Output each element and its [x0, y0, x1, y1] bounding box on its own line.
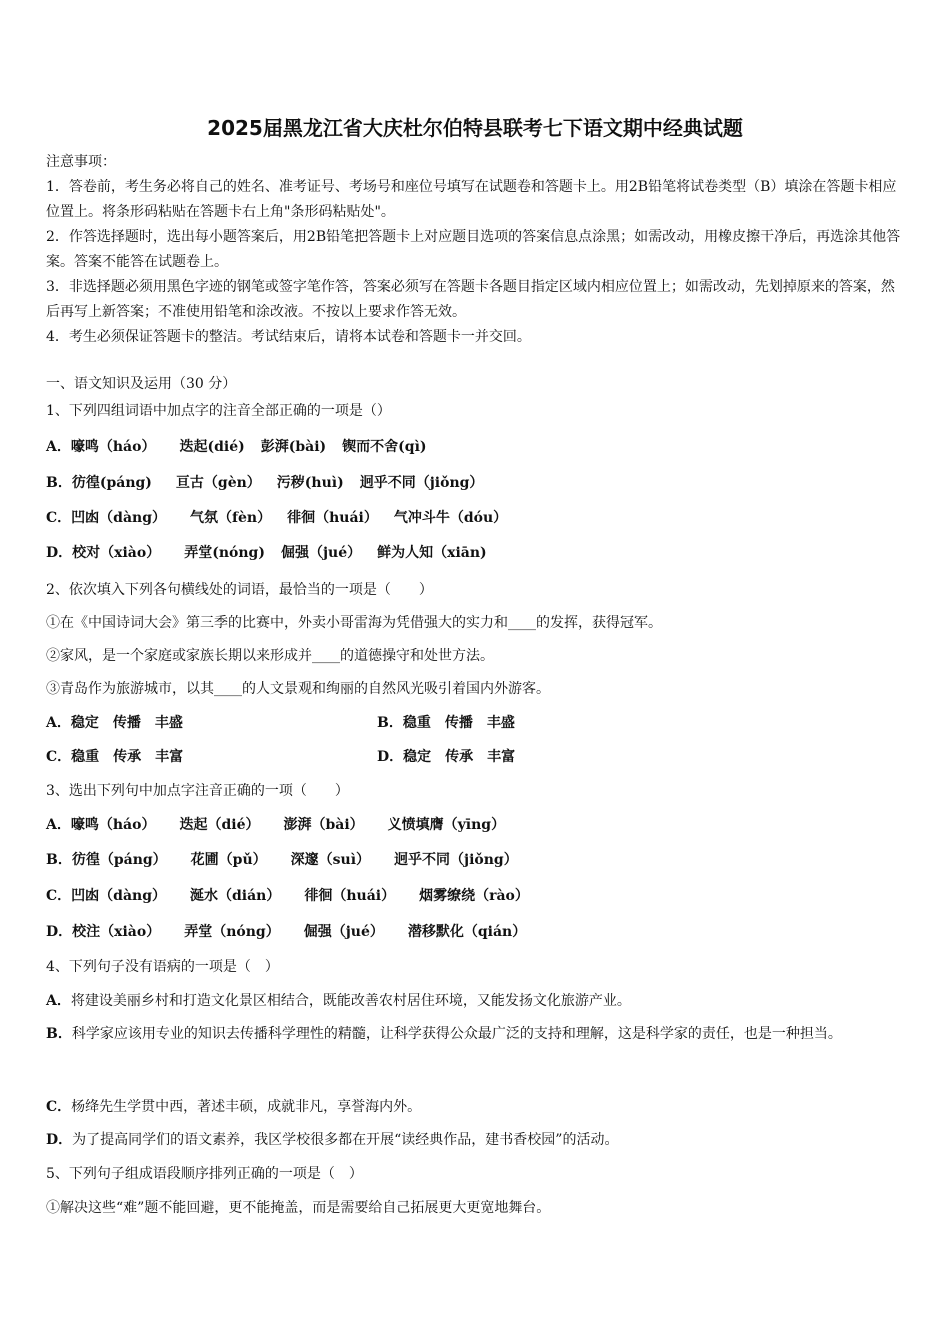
option-row — [46, 885, 529, 905]
option-row — [377, 746, 515, 766]
option-part: 校注（xiào） — [72, 924, 161, 940]
option-part: 涎水（dián） — [189, 888, 281, 904]
option-part: 弄堂（nóng） — [184, 924, 280, 940]
option-text: 将建设美丽乡村和打造文化景区相结合，既能改善农村居住环境，又能发扬文化旅游产业。 — [70, 993, 631, 1009]
page-title: 2025届黑龙江省大庆杜尔伯特县联考七下语文期中经典试题 — [207, 116, 743, 140]
option-part: 澎湃（bài） — [283, 817, 364, 833]
option-part: 凹凼（dàng） — [71, 510, 166, 526]
option-part: 迥乎不同（jiǒng） — [359, 475, 484, 491]
option-label: C． — [46, 749, 72, 765]
option-label: B． — [46, 852, 72, 868]
option-part: 彭湃(bài) — [260, 439, 327, 455]
option-row — [46, 542, 487, 562]
option-part: 亘古（gèn） — [175, 475, 261, 491]
option-row — [46, 1129, 618, 1149]
option-part: 烟雾缭绕（rào） — [419, 888, 529, 904]
option-label: C． — [46, 510, 72, 526]
option-part: 气氛（fèn） — [189, 510, 272, 526]
option-part: 校对（xiào） — [72, 545, 161, 561]
option-part: 深邃（suì） — [290, 852, 371, 868]
option-label: A． — [46, 439, 71, 455]
option-label: A． — [46, 817, 71, 833]
option-part: 鲜为人知（xiān) — [377, 545, 487, 561]
option-part: 倔强（jué） — [280, 545, 362, 561]
question-sentence: ①在《中国诗词大会》第三季的比赛中，外卖小哥雷海为凭借强大的实力和____的发挥，获得冠军。 — [46, 615, 662, 631]
question-stem: 3、选出下列句中加点字注音正确的一项（ ） — [46, 783, 349, 799]
option-label: D． — [46, 924, 73, 940]
option-row — [46, 921, 526, 941]
question-stem: 1、下列四组词语中加点字的注音全部正确的一项是（） — [46, 403, 391, 419]
section-heading: 一、语文知识及运用（30 分） — [46, 376, 237, 392]
option-part: 嚎鸣（háo） — [70, 439, 156, 455]
option-part: 嚎鸣（háo） — [70, 817, 156, 833]
notice-block — [46, 150, 906, 350]
option-text: 稳重 传播 丰盛 — [402, 715, 515, 731]
option-label: B． — [46, 1026, 72, 1042]
question-stem: 2、依次填入下列各句横线处的词语，最恰当的一项是（ ） — [46, 582, 433, 598]
option-text: 稳定 传播 丰盛 — [70, 715, 183, 731]
notice-item: 1．答卷前，考生务必将自己的姓名、准考证号、考场号和座位号填写在试题卷和答题卡上。用2B铅笔将试卷类型（B）填涂在答题卡相应位置上。将条形码粘贴在答题卡右上角"条形码粘贴处"。 — [46, 179, 897, 220]
option-part: 弄堂(nóng) — [184, 545, 265, 561]
option-row — [46, 990, 631, 1010]
question-sentence: ②家风，是一个家庭或家族长期以来形成并____的道德操守和处世方法。 — [46, 648, 494, 664]
option-label: D． — [377, 749, 404, 765]
option-label: D． — [46, 545, 73, 561]
option-text: 稳定 传承 丰富 — [403, 749, 516, 765]
option-row — [46, 746, 183, 766]
option-row — [46, 472, 483, 492]
option-text: 稳重 传承 丰富 — [71, 749, 184, 765]
option-row — [46, 507, 507, 527]
option-row — [46, 1096, 421, 1116]
option-part: 污秽(huì) — [276, 475, 344, 491]
option-label: B． — [377, 715, 403, 731]
option-part: 气冲斗牛（dóu） — [393, 510, 508, 526]
option-part: 锲而不舍(qì) — [342, 439, 427, 455]
option-label: A． — [46, 993, 71, 1009]
notice-item: 2．作答选择题时，选出每小题答案后，用2B铅笔把答题卡上对应题目选项的答案信息点涂黑；如需改动，用橡皮擦干净后，再选涂其他答案。答案不能答在试题卷上。 — [46, 229, 901, 270]
option-part: 徘徊（huái） — [287, 510, 378, 526]
question-stem: 4、下列句子没有语病的一项是（ ） — [46, 959, 279, 975]
option-part: 迥乎不同（jiǒng） — [394, 852, 518, 868]
option-part: 潜移默化（qián） — [407, 924, 527, 940]
option-part: 花圃（pǔ） — [190, 852, 267, 868]
option-part: 迭起(dié) — [179, 439, 245, 455]
option-part: 凹凼（dàng） — [71, 888, 166, 904]
notice-item: 3．非选择题必须用黑色字迹的钢笔或签字笔作答，答案必须写在答题卡各题目指定区域内相应位置上；如需改动，先划掉原来的答案，然后再写上新答案；不准使用铅笔和涂改液。不按以上要求作答无效。 — [46, 279, 895, 320]
option-row — [46, 436, 427, 456]
option-row — [46, 1017, 904, 1051]
notice-heading: 注意事项： — [46, 154, 116, 170]
option-row — [46, 814, 505, 834]
notice-item: 4．考生必须保证答题卡的整洁。考试结束后，请将本试卷和答题卡一并交回。 — [46, 329, 531, 345]
option-part: 倔强（jué） — [303, 924, 384, 940]
option-label: C． — [46, 888, 72, 904]
option-label: A． — [46, 715, 71, 731]
option-row — [377, 712, 515, 732]
question-sentence: ①解决这些“难”题不能回避，更不能掩盖，而是需要给自己拓展更大更宽地舞台。 — [46, 1200, 551, 1216]
option-label: B． — [46, 475, 72, 491]
option-part: 迭起（dié） — [179, 817, 260, 833]
option-text: 杨绛先生学贯中西，著述丰硕，成就非凡，享誉海内外。 — [71, 1099, 422, 1115]
option-part: 义愤填膺（yīng） — [387, 817, 506, 833]
option-text: 为了提高同学们的语文素养，我区学校很多都在开展“读经典作品，建书香校园”的活动。 — [72, 1132, 619, 1148]
question-sentence: ③青岛作为旅游城市，以其____的人文景观和绚丽的自然风光吸引着国内外游客。 — [46, 681, 550, 697]
question-stem: 5、下列句子组成语段顺序排列正确的一项是（ ） — [46, 1166, 363, 1182]
option-row — [46, 712, 183, 732]
option-part: 徘徊（huái） — [304, 888, 396, 904]
option-row — [46, 849, 518, 869]
option-part: 彷徨（páng） — [71, 852, 167, 868]
option-label: D． — [46, 1132, 73, 1148]
option-label: C． — [46, 1099, 72, 1115]
option-part: 彷徨(páng) — [71, 475, 152, 491]
option-text: 科学家应该用专业的知识去传播科学理性的精髓，让科学获得公众最广泛的支持和理解，这是科学家的责任，也是一种担当。 — [71, 1026, 842, 1042]
